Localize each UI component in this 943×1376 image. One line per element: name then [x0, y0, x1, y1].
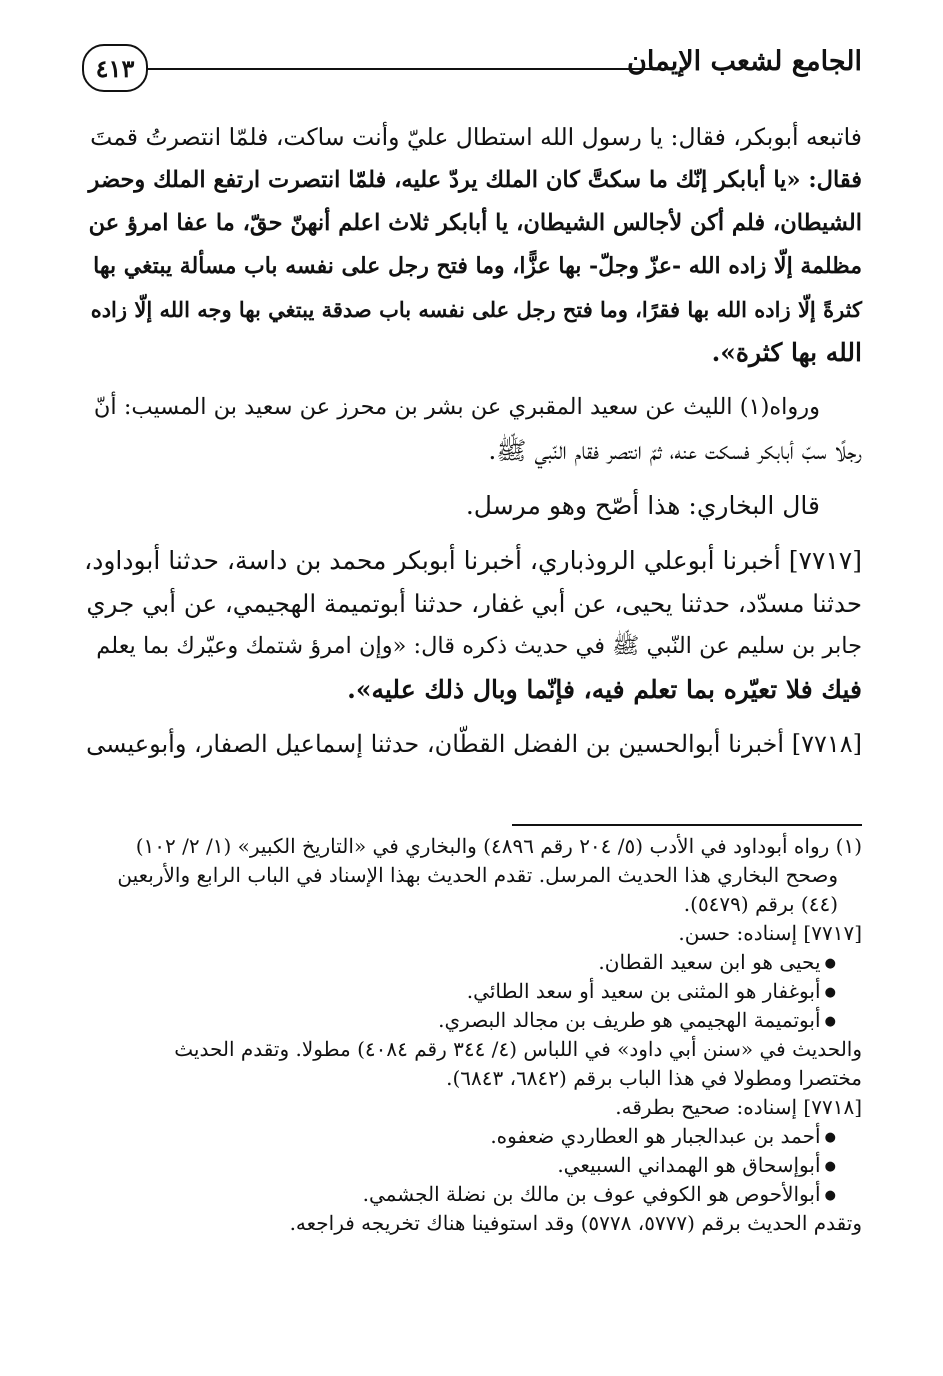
text-line: كثرةً إلّا زاده الله بها فقرًا، وما فتح رجل على نفسه باب صدقة يبتغي بها وجه الله إلّا زاده	[90, 297, 862, 322]
text-line: جابر بن سليم عن النّبي ﷺ في حديث ذكره قال: «وإن امرؤ شتمك وعيّرك بما يعلم	[96, 633, 862, 659]
text-line: مظلمة إلّا زاده الله -عزّ وجلّ- بها عزًّا، وما فتح رجل على نفسه باب مسألة يبتغي بها	[93, 253, 862, 279]
main-text	[82, 116, 862, 766]
note-line: والحديث في «سنن أبي داود» في اللباس (٤/ ٣٤٤ رقم ٤٠٨٤) مطولا. وتقدم الحديث	[174, 1037, 862, 1061]
paragraph-5	[82, 723, 862, 766]
paragraph-1	[82, 116, 862, 374]
text-line: الله بها كثرة».	[711, 338, 862, 367]
note-7718	[82, 1093, 862, 1238]
footnote-1	[82, 832, 862, 919]
note-bullet: ● أبوالأحوص هو الكوفي عوف بن مالك بن نضلة الجشمي.	[82, 1180, 862, 1209]
paragraph-4	[82, 539, 862, 711]
text-line: قال البخاري: هذا أصّح وهو مرسل.	[465, 491, 820, 520]
text-line: حدثنا مسدّد، حدثنا يحيى، عن أبي غفار، حدثنا أبوتميمة الهجيمي، عن أبي جري	[86, 589, 862, 618]
note-heading: [٧٧١٨] إسناده: صحيح بطرقه.	[615, 1095, 862, 1119]
text-line: فاتبعه أبوبكر، فقال: يا رسول الله استطال عليّ وأنت ساكت، فلمّا انتصرتُ قمتَ	[90, 123, 862, 151]
text-line: فيك فلا تعيّره بما تعلم فيه، فإنّما وبال ذلك عليه».	[347, 675, 862, 704]
text-line: [٧٧١٨] أخبرنا أبوالحسين بن الفضل القطّان، حدثنا إسماعيل الصفار، وأبوعيسى	[86, 730, 862, 758]
footnotes	[82, 832, 862, 1238]
text-line: رجلًا سبّ أبابكر فسكت عنه، ثمّ انتصر فقام النّبي ﷺ.	[488, 436, 862, 465]
text-line: [٧٧١٧] أخبرنا أبوعلي الروذباري، أخبرنا أبوبكر محمد بن داسة، حدثنا أبوداود،	[84, 546, 862, 575]
note-line: (٤٤) برقم (٥٤٧٩).	[683, 892, 838, 916]
page-header	[82, 40, 862, 104]
note-bullet: ● أحمد بن عبدالجبار هو العطاردي ضعفوه.	[82, 1122, 862, 1151]
paragraph-3	[82, 484, 862, 527]
running-title: الجامع لشعب الإيمان	[627, 46, 862, 77]
text-line: ورواه(١) الليث عن سعيد المقبري عن بشر بن محرز عن سعيد بن المسيب: أنّ	[93, 394, 820, 420]
note-bullet: ● أبوإسحاق هو الهمداني السبيعي.	[82, 1151, 862, 1180]
footnote-separator	[512, 824, 862, 826]
page-number: ٤١٣	[82, 44, 148, 92]
note-bullet: ● أبوتميمة الهجيمي هو طريف بن مجالد البصري.	[82, 1006, 862, 1035]
text-line: فقال: «يا أبابكر إنّك ما سكتَّ كان الملك يردّ عليه، فلمّا انتصرت ارتفع الملك وحضر	[88, 167, 862, 193]
note-line: وصحح البخاري هذا الحديث المرسل. تقدم الحديث بهذا الإسناد في الباب الرابع والأربعين	[117, 863, 838, 887]
note-heading: [٧٧١٧] إسناده: حسن.	[678, 921, 862, 945]
note-bullet: ● يحيى هو ابن سعيد القطان.	[82, 948, 862, 977]
text-line: الشيطان، فلم أكن لأجالس الشيطان، يا أبابكر ثلاث اعلم أنهنّ حقّ، ما عفا امرؤ عن	[88, 210, 862, 236]
note-bullet: ● أبوغفار هو المثنى بن سعيد أو سعد الطائي.	[82, 977, 862, 1006]
note-7717	[82, 919, 862, 1093]
note-line: مختصرا ومطولا في هذا الباب برقم (٦٨٤٢، ٦٨٤٣).	[446, 1066, 862, 1090]
note-line: وتقدم الحديث برقم (٥٧٧٧، ٥٧٧٨) وقد استوفينا هناك تخريجه فراجعه.	[289, 1211, 862, 1235]
header-rule	[148, 68, 652, 70]
note-line: (١) رواه أبوداود في الأدب (٥/ ٢٠٤ رقم ٤٨٩٦) والبخاري في «التاريخ الكبير» (١/ ٢/ ١٠٢)	[135, 834, 862, 858]
paragraph-2	[82, 386, 862, 472]
